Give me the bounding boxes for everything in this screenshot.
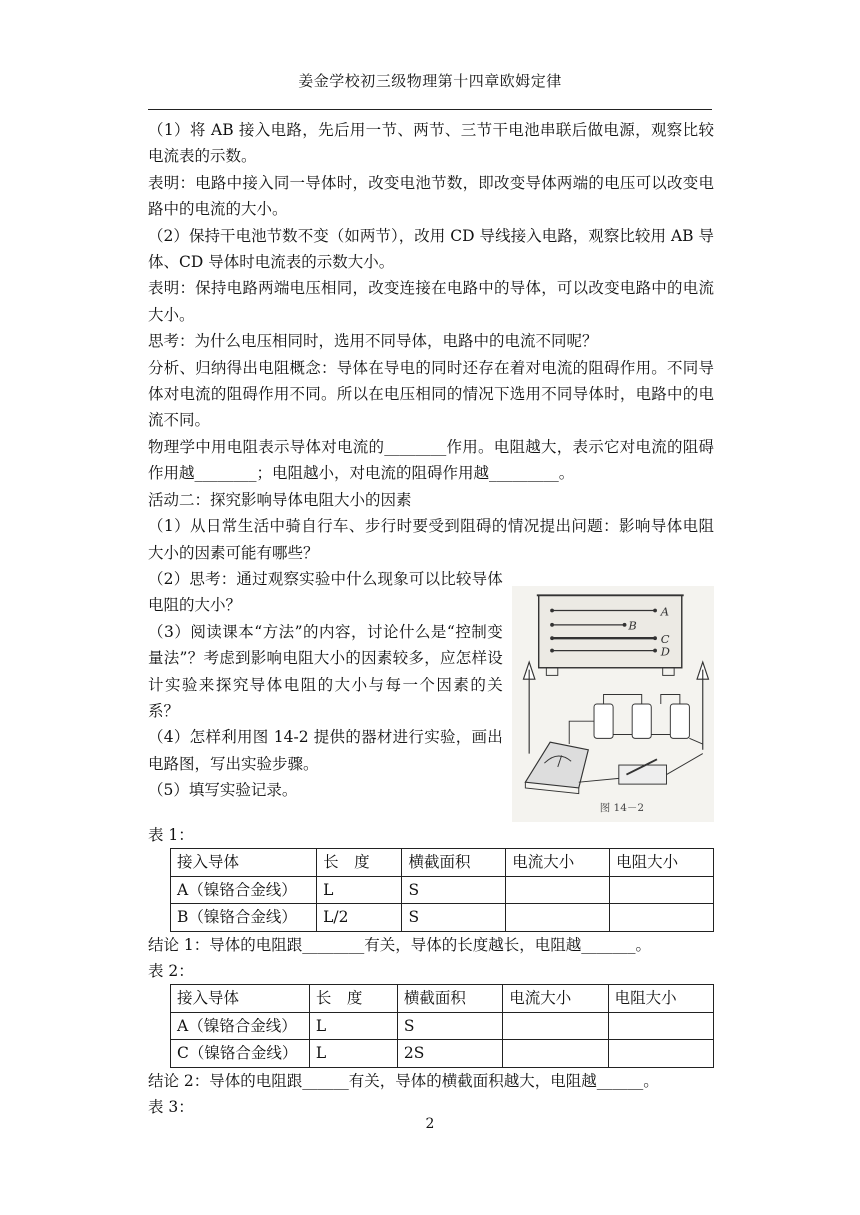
table2-caption: 表 2：	[148, 961, 194, 980]
record-table-1	[170, 848, 714, 931]
table-cell: S	[402, 904, 506, 931]
para-analysis: 分析、归纳得出电阻概念：导体在导电的同时还存在着对电流的阻碍作用。不同导体对电流的阻碍作用不同。所以在电压相同的情况下选用不同导体时，电路中的电流不同。	[148, 358, 714, 430]
table-header-cell: 长 度	[317, 849, 402, 876]
table-header-cell: 电流大小	[506, 849, 610, 876]
record-table-2	[170, 984, 714, 1067]
figure-14-2	[512, 586, 714, 822]
para-fill-blank: 物理学中用电阻表示导体对电流的________作用。电阻越大，表示它对电流的阻碍作用越________；电阻越小，对电流的阻碍作用越_________。	[148, 437, 714, 483]
table-row	[171, 904, 714, 931]
page-number: 2	[425, 1116, 435, 1132]
table-cell: B（镍铬合金线）	[171, 904, 317, 931]
para-ab-cells: （1）将 AB 接入电路，先后用一节、两节、三节干电池串联后做电源，观察比较电流表的示数。	[148, 121, 714, 166]
para-step-2: （2）思考：通过观察实验中什么现象可以比较导体电阻的大小？	[148, 569, 503, 615]
para-step-1: （1）从日常生活中骑自行车、步行时要受到阻碍的情况提出问题：影响导体电阻大小的因素可能有哪些？	[148, 517, 714, 562]
table-cell	[608, 1012, 713, 1039]
conclusion-2: 结论 2：导体的电阻跟______有关，导体的横截面积越大，电阻越______。	[148, 1071, 659, 1090]
activity-2-title: 活动二：探究影响导体电阻大小的因素	[148, 490, 412, 509]
table-cell: L	[309, 1012, 397, 1039]
figure-wrap	[148, 566, 714, 822]
table-header-cell: 接入导体	[171, 985, 310, 1012]
table-cell	[506, 904, 610, 931]
table-cell: L	[317, 876, 402, 903]
table-header-row	[171, 849, 714, 876]
table-header-row	[171, 985, 714, 1012]
table-header-cell: 电流大小	[503, 985, 608, 1012]
table-cell	[503, 1012, 608, 1039]
para-step-5: （5）填写实验记录。	[148, 781, 298, 800]
para-result-2: 表明：保持电路两端电压相同，改变连接在电路中的导体，可以改变电路中的电流大小。	[148, 279, 714, 324]
table-cell: S	[402, 876, 506, 903]
table3-caption: 表 3：	[148, 1097, 194, 1116]
wire-label-a: A	[660, 604, 669, 619]
table-header-cell: 横截面积	[402, 849, 506, 876]
table-cell: 2S	[397, 1040, 502, 1067]
table-cell: L	[309, 1040, 397, 1067]
table1-caption: 表 1：	[148, 825, 194, 844]
table-cell: A（镍铬合金线）	[171, 876, 317, 903]
page-header: 姜金学校初三级物理第十四章欧姆定律	[298, 72, 562, 90]
table-cell	[608, 1040, 713, 1067]
table-cell: C（镍铬合金线）	[171, 1040, 310, 1067]
table-header-cell: 长 度	[309, 985, 397, 1012]
para-think: 思考：为什么电压相同时，选用不同导体，电路中的电流不同呢？	[148, 332, 598, 351]
table-header-cell: 电阻大小	[610, 849, 714, 876]
table-cell	[610, 876, 714, 903]
para-result-1: 表明：电路中接入同一导体时，改变电池节数，即改变导体两端的电压可以改变电路中的电流的大小。	[148, 173, 714, 219]
wire-label-b: B	[628, 618, 637, 633]
conclusion-1: 结论 1：导体的电阻跟________有关，导体的长度越长，电阻越_______。	[148, 935, 652, 954]
para-step-4: （4）怎样利用图 14-2 提供的器材进行实验，画出电路图，写出实验步骤。	[148, 728, 503, 773]
figure-caption: 图 14－2	[599, 801, 644, 814]
table-cell: A（镍铬合金线）	[171, 1012, 310, 1039]
table-row	[171, 1040, 714, 1067]
header-rule	[148, 109, 712, 110]
table-cell	[503, 1040, 608, 1067]
wire-label-d: D	[660, 644, 670, 659]
table-row	[171, 876, 714, 903]
page-content	[148, 117, 714, 1120]
table-cell: L/2	[317, 904, 402, 931]
table-row	[171, 1012, 714, 1039]
para-cd-wire: （2）保持干电池节数不变（如两节），改用 CD 导线接入电路，观察比较用 AB 导体、CD 导体时电流表的示数大小。	[148, 226, 714, 272]
table-header-cell: 横截面积	[397, 985, 502, 1012]
wire-label-c: C	[660, 631, 670, 646]
table-header-cell: 接入导体	[171, 849, 317, 876]
circuit-apparatus-figure	[512, 586, 714, 822]
table-cell	[506, 876, 610, 903]
table-header-cell: 电阻大小	[608, 985, 713, 1012]
table-cell	[610, 904, 714, 931]
para-step-3: （3）阅读课本“方法”的内容，讨论什么是“控制变量法”？考虑到影响电阻大小的因素较多，应怎样设计实验来探究导体电阻的大小与每一个因素的关系？	[148, 622, 503, 720]
table-cell: S	[397, 1012, 502, 1039]
